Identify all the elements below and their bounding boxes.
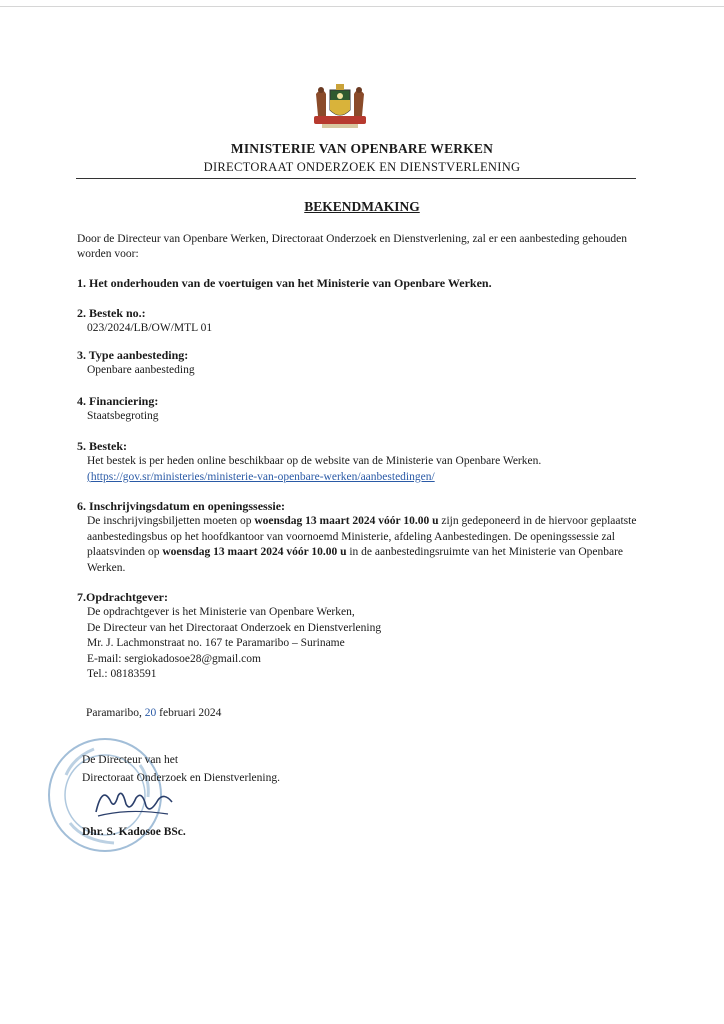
item-3 (77, 348, 637, 379)
date-day-handwritten: 20 (144, 707, 157, 719)
intro-paragraph: Door de Directeur van Openbare Werken, Directoraat Onderzoek en Dienstverlening, zal er een aanbesteding gehouden worden voor: (77, 233, 627, 260)
signatory-name: Dhr. S. Kadosoe BSc. (82, 826, 186, 838)
item-7-line: De opdrachtgever is het Ministerie van Openbare Werken, (87, 606, 355, 618)
item-4-title: 4. Financiering: (77, 394, 159, 408)
item-6-text-1: De inschrijvingsbiljetten moeten op (87, 515, 252, 527)
signatory-title-1: De Directeur van het (82, 754, 179, 766)
item-2-title: 2. Bestek no.: (77, 306, 146, 320)
item-6-deadline: woensdag 13 maart 2024 vóór 10.00 u (254, 515, 439, 527)
item-7-title: 7.Opdrachtgever: (77, 590, 168, 604)
ministry-name: MINISTERIE VAN OPENBARE WERKEN (230, 141, 494, 156)
item-1-title: 1. Het onderhouden van de voertuigen van het Ministerie van Openbare Werken. (77, 276, 492, 290)
item-2-body: 023/2024/LB/OW/MTL 01 (87, 322, 213, 334)
item-7-phone: Tel.: 08183591 (87, 668, 157, 680)
item-6-text-3: in de aanbestedingsruimte van het Ministerie van Openbare Werken. (87, 546, 624, 574)
header-divider (76, 178, 636, 179)
item-1 (77, 276, 657, 291)
handwritten-signature-icon (88, 782, 178, 822)
item-6-text-2: zijn gedeponeerd in de hiervoor geplaatste aanbestedingsbus op het hoofdkantoor van voornoemd Ministerie, afdeling Aanbestedingen. De openingssessie zal plaatsvinden op (87, 515, 637, 558)
coat-of-arms-icon (312, 80, 368, 136)
item-7-line: Mr. J. Lachmonstraat no. 167 te Paramaribo – Suriname (87, 637, 345, 649)
item-5-body: Het bestek is per heden online beschikbaar op de website van de Ministerie van Openbare Werken. (87, 455, 542, 467)
directorate-name: DIRECTORAAT ONDERZOEK EN DIENSTVERLENING (203, 160, 521, 174)
scan-top-edge (0, 6, 724, 7)
item-4-body: Staatsbegroting (87, 410, 159, 422)
date-prefix: Paramaribo, (86, 707, 142, 719)
item-3-body: Openbare aanbesteding (87, 364, 195, 376)
document-title: BEKENDMAKING (304, 199, 420, 214)
item-6-body (77, 514, 642, 576)
item-5 (77, 439, 647, 485)
bestek-link[interactable]: (https://gov.sr/ministeries/ministerie-van-openbare-werken/aanbestedingen/ (87, 470, 435, 483)
item-6-opening: woensdag 13 maart 2024 vóór 10.00 u (162, 546, 347, 558)
item-4 (77, 394, 637, 425)
item-7 (77, 590, 637, 683)
item-5-title: 5. Bestek: (77, 439, 127, 453)
date-rest: februari 2024 (159, 707, 222, 719)
item-7-email: E-mail: sergiokadosoe28@gmail.com (87, 652, 261, 665)
item-7-body (77, 605, 637, 683)
signatory-title-2: Directoraat Onderzoek en Dienstverlening. (82, 772, 280, 784)
place-date (86, 707, 221, 719)
item-6 (77, 499, 642, 576)
item-6-title: 6. Inschrijvingsdatum en openingssessie: (77, 499, 286, 513)
item-7-line: De Directeur van het Directoraat Onderzoek en Dienstverlening (87, 621, 382, 634)
item-3-title: 3. Type aanbesteding: (77, 348, 189, 362)
item-2 (77, 306, 637, 337)
